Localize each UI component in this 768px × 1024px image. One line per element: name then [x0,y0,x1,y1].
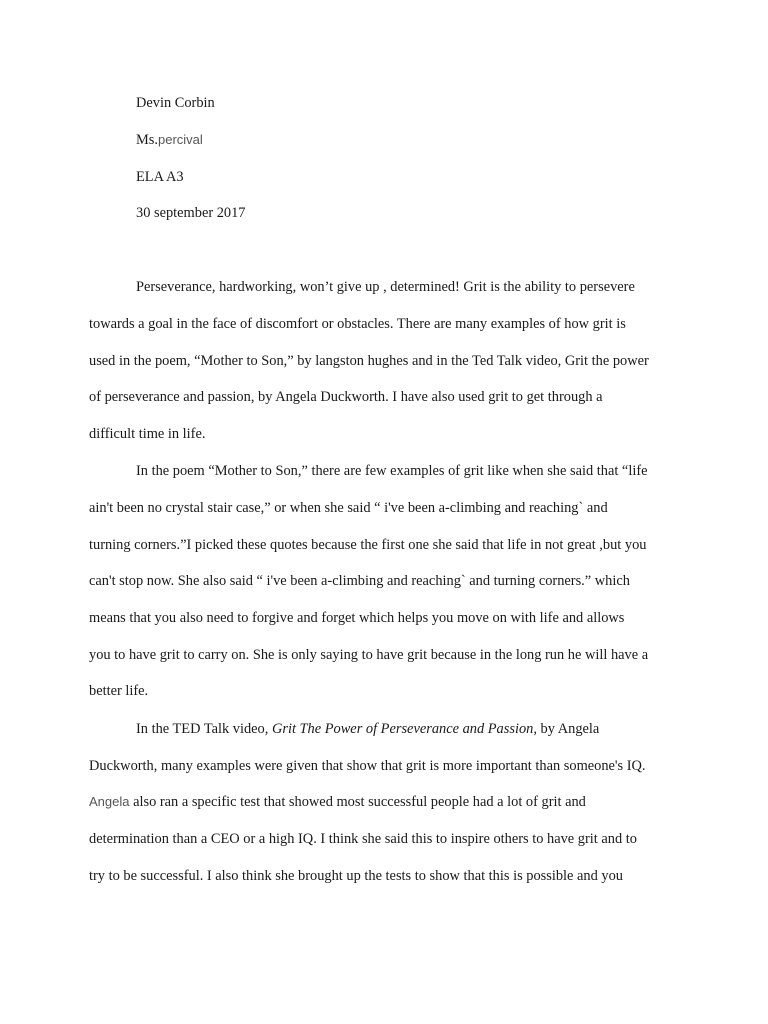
paragraph-2-line-5: means that you also need to forgive and forget which helps you move on with life and allows [89,610,625,626]
paragraph-1-line-5: difficult time in life. [89,426,206,442]
video-title: Grit The Power of Perseverance and Passion, [271,721,537,737]
paragraph-3-line-1-suffix: by Angela [536,721,600,737]
class-name: ELA A3 [136,169,184,185]
teacher-name [136,131,203,149]
paragraph-3-line-1 [136,720,599,738]
teacher-prefix: Ms. [136,132,158,148]
paragraph-1-line-2: towards a goal in the face of discomfort or obstacles. There are many examples of how grit is [89,316,626,332]
paragraph-1-line-4: of perseverance and passion, by Angela Duckworth. I have also used grit to get through a [89,389,603,405]
paragraph-3-line-5: try to be successful. I also think she brought up the tests to show that this is possible and you [89,868,623,884]
paragraph-3-line-4: determination than a CEO or a high IQ. I think she said this to inspire others to have grit and to [89,831,637,847]
date: 30 september 2017 [136,205,246,221]
paragraph-2-line-6: you to have grit to carry on. She is only saying to have grit because in the long run he will have a [89,647,649,663]
teacher-surname: percival [158,132,203,147]
paragraph-2-line-2: ain't been no crystal stair case,” or when she said “ i've been a-climbing and reaching` and [89,500,608,516]
paragraph-1-line-1: Perseverance, hardworking, won’t give up , determined! Grit is the ability to persevere [136,279,635,295]
paragraph-1-line-3: used in the poem, “Mother to Son,” by langston hughes and in the Ted Talk video, Grit the power [89,353,649,369]
paragraph-3-line-2: Duckworth, many examples were given that show that grit is more important than someone's IQ. [89,758,646,774]
paragraph-2-line-3: turning corners.”I picked these quotes because the first one she said that life in not great ,but you [89,537,647,553]
paragraph-3-line-1-prefix: In the TED Talk video, [136,721,272,737]
student-name: Devin Corbin [136,95,215,111]
paragraph-2-line-7: better life. [89,683,149,699]
paragraph-3-line-3-rest: also ran a specific test that showed most successful people had a lot of grit and [129,794,586,810]
angela-name: Angela [89,794,130,809]
paragraph-2-line-4: can't stop now. She also said “ i've been a-climbing and reaching` and turning corners.” which [89,573,630,589]
paragraph-3-line-3 [89,793,586,811]
paragraph-2-line-1: In the poem “Mother to Son,” there are few examples of grit like when she said that “life [136,463,648,479]
